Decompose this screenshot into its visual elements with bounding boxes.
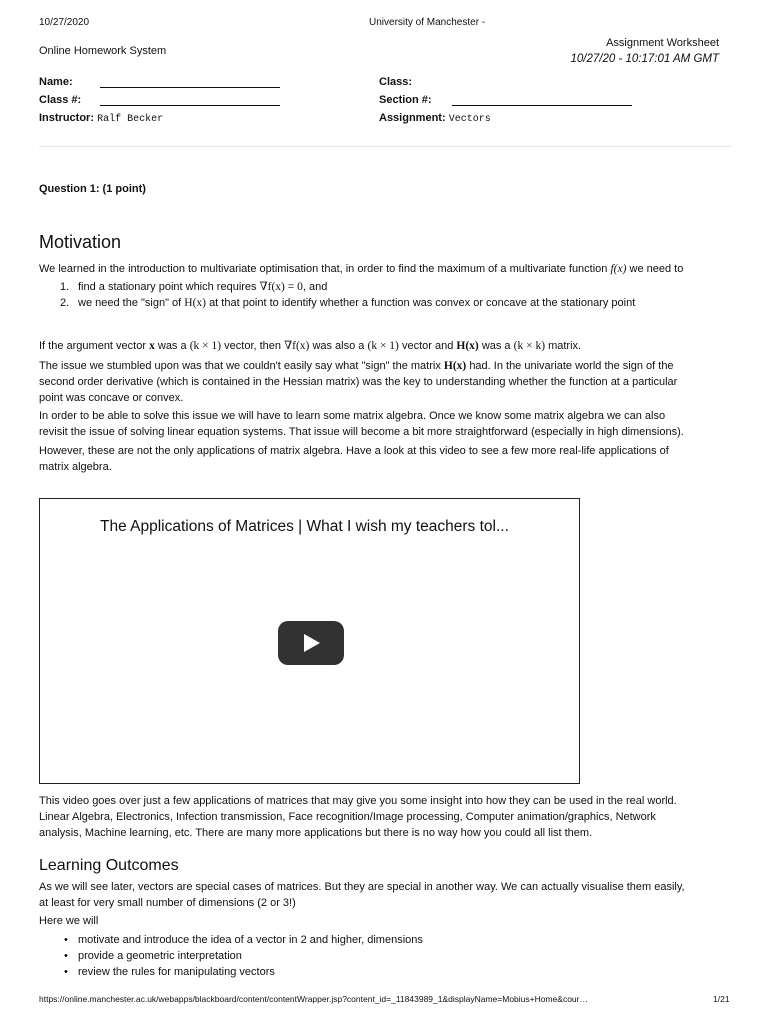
- list-item: [60, 932, 423, 948]
- learning-bullets: [60, 932, 423, 980]
- list-item: [60, 948, 423, 964]
- class-label: Class:: [379, 76, 413, 88]
- bullet-text: provide a geometric interpretation: [78, 950, 242, 962]
- text: second order derivative (which is contained in the Hessian matrix) was the key to understanding whether the function at a particular: [39, 376, 678, 388]
- intro-text: We learned in the introduction to multivariate optimisation that, in order to find the maximum of a multivariate function: [39, 263, 608, 275]
- motivation-paragraph-1: [39, 338, 729, 354]
- list-number: 1.: [60, 281, 70, 293]
- worksheet-timestamp: 10/27/20 - 10:17:01 AM GMT: [570, 53, 719, 65]
- text: was a: [157, 340, 187, 352]
- learning-outcomes-title: Learning Outcomes: [39, 857, 179, 874]
- math: x: [149, 340, 155, 352]
- after-video-paragraph: [39, 793, 729, 841]
- list-item: [60, 964, 423, 980]
- video-embed[interactable]: [39, 498, 580, 784]
- text: Linear Algebra, Electronics, Infection transmission, Face recognition/Image processing, Computer animation/graphics, Network: [39, 811, 656, 823]
- text: at least for very small number of dimensions (2 or 3!): [39, 897, 296, 909]
- text: analysis, Machine learning, etc. There are many more applications but there is no way how you could all list them.: [39, 827, 593, 839]
- math: (k × 1): [367, 340, 399, 352]
- list-math: H(x): [184, 297, 206, 309]
- text: However, these are not the only applications of matrix algebra. Have a look at this video to see a few more real-life applications of: [39, 445, 669, 457]
- motivation-paragraph-2: [39, 358, 729, 406]
- question-heading: Question 1: (1 point): [39, 183, 146, 195]
- instructor-value: Ralf Becker: [97, 114, 164, 125]
- system-name: Online Homework System: [39, 45, 167, 57]
- math: (k × k): [513, 340, 546, 352]
- class-num-blank: [100, 96, 280, 106]
- worksheet-title: Assignment Worksheet: [606, 37, 719, 49]
- intro-tail: we need to: [629, 263, 684, 275]
- text: If the argument vector: [39, 340, 146, 352]
- text: had. In the univariate world the sign of the: [469, 360, 674, 372]
- name-label: Name:: [39, 76, 73, 88]
- assignment-label: Assignment:: [379, 112, 446, 124]
- assignment-value: Vectors: [448, 114, 491, 125]
- motivation-list: [60, 279, 635, 311]
- list-text: find a stationary point which requires: [78, 281, 257, 293]
- text: point was concave or convex.: [39, 392, 184, 404]
- list-item: [60, 279, 635, 295]
- math: ∇f(x): [284, 340, 310, 352]
- motivation-paragraph-4: [39, 443, 729, 475]
- here-we-will: Here we will: [39, 915, 99, 927]
- instructor-label: Instructor:: [39, 112, 94, 124]
- motivation-intro: [39, 261, 729, 277]
- text: was also a: [312, 340, 365, 352]
- instructor-field: [39, 112, 163, 125]
- list-item: [60, 295, 635, 311]
- header-divider: [39, 146, 731, 147]
- play-button-icon[interactable]: [278, 621, 344, 665]
- learning-paragraph: [39, 879, 729, 911]
- bullet-icon: •: [64, 950, 68, 962]
- bullet-icon: •: [64, 966, 68, 978]
- print-date: 10/27/2020: [39, 17, 90, 28]
- section-label: Section #:: [379, 94, 432, 106]
- motivation-paragraph-3: [39, 408, 729, 440]
- list-text-post: , and: [302, 281, 328, 293]
- math: H(x): [456, 340, 479, 352]
- footer-page-number: 1/21: [713, 994, 730, 1004]
- text: In order to be able to solve this issue we will have to learn some matrix algebra. Once we know some matrix algebra we can also: [39, 410, 666, 422]
- text: revisit the issue of solving linear equation systems. That issue will become a bit more straightforward (especially in high dimensions).: [39, 426, 684, 438]
- footer-url: https://online.manchester.ac.uk/webapps/blackboard/content/contentWrapper.jsp?content_id=_11843989_1&displayName=Mobius+Home&cour…: [39, 994, 588, 1004]
- assignment-field: [379, 112, 491, 125]
- math: H(x): [443, 360, 467, 372]
- list-math: ∇f(x) = 0: [259, 281, 303, 293]
- text: matrix.: [548, 340, 582, 352]
- list-text: we need the "sign" of: [78, 297, 182, 309]
- intro-math-fx: f(x): [610, 263, 627, 275]
- text: This video goes over just a few applications of matrices that may give you some insight into how they can be used in the real world.: [39, 795, 677, 807]
- name-blank: [100, 78, 280, 88]
- list-number: 2.: [60, 297, 70, 309]
- text: As we will see later, vectors are special cases of matrices. But they are special in another way. We can actually visualise them easily,: [39, 881, 685, 893]
- bullet-text: review the rules for manipulating vectors: [78, 966, 275, 978]
- video-title[interactable]: The Applications of Matrices | What I wish my teachers tol...: [100, 518, 509, 535]
- bullet-icon: •: [64, 934, 68, 946]
- section-blank: [452, 96, 632, 106]
- motivation-title: Motivation: [39, 232, 122, 252]
- print-site-title: University of Manchester -: [369, 17, 486, 28]
- math: (k × 1): [189, 340, 222, 352]
- text: was a: [481, 340, 511, 352]
- class-num-label: Class #:: [39, 94, 82, 106]
- text: vector and: [401, 340, 454, 352]
- list-text-post: at that point to identify whether a function was convex or concave at the stationary point: [209, 297, 636, 309]
- text: matrix algebra.: [39, 461, 112, 473]
- text: The issue we stumbled upon was that we couldn't easily say what "sign" the matrix: [39, 360, 441, 372]
- text: vector, then: [224, 340, 282, 352]
- bullet-text: motivate and introduce the idea of a vector in 2 and higher, dimensions: [78, 934, 423, 946]
